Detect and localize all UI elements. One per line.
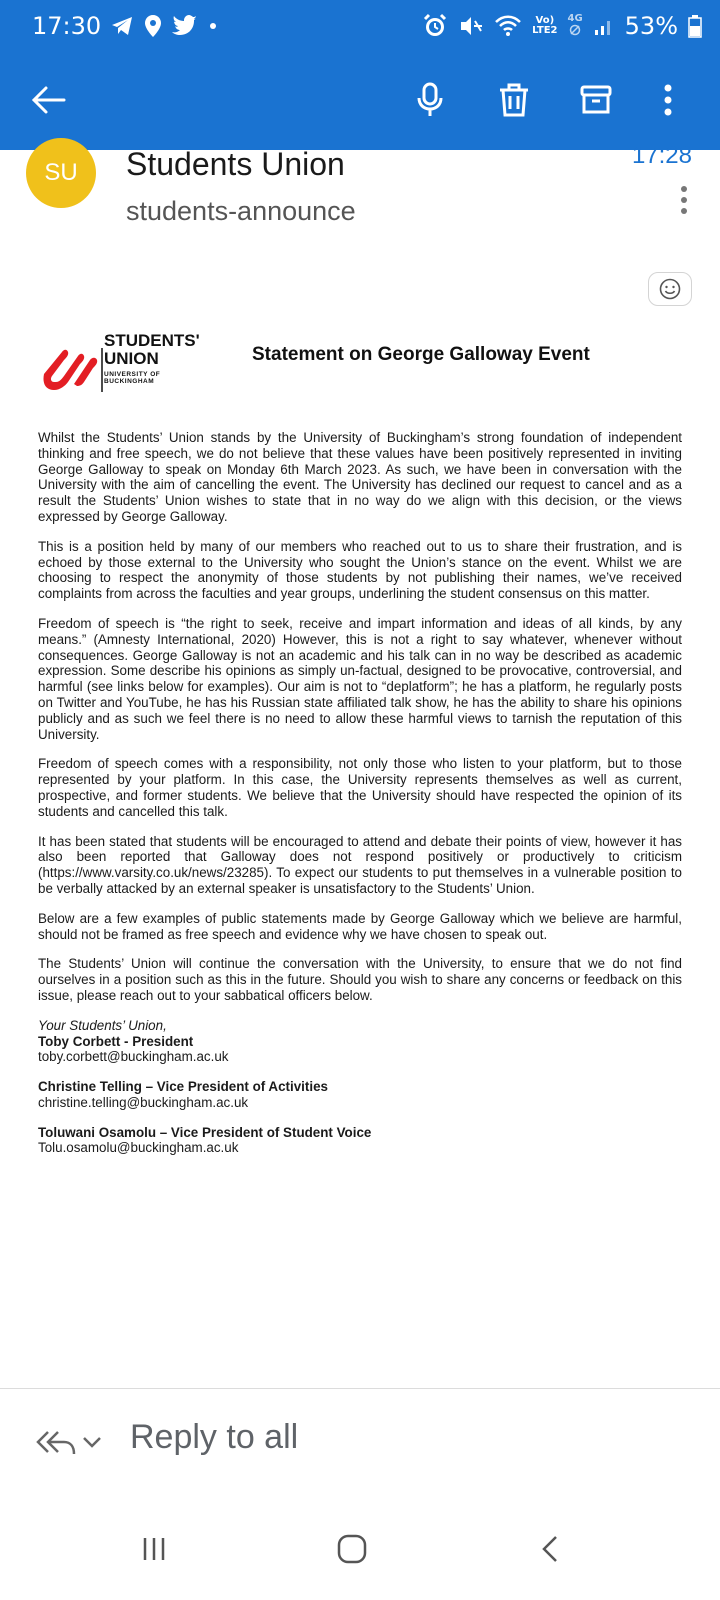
sender-list: students-announce [126,196,356,226]
reply-all-icon [36,1428,76,1456]
signal-icon [593,15,615,37]
dot-icon [208,21,218,31]
signatory-email: toby.corbett@buckingham.ac.uk [38,1049,229,1065]
avatar-initials: SU [44,159,78,186]
telegram-icon [110,15,134,37]
volte-label: Vo) [535,15,555,26]
reaction-button[interactable] [648,272,692,306]
reply-mode-button[interactable] [36,1424,106,1460]
system-nav-bar [0,1500,720,1600]
wifi-icon [494,14,522,38]
logo-line1: STUDENTS' [104,331,200,350]
signatory-name: Toluwani Osamolu – Vice President of Student Voice [38,1124,372,1140]
mute-icon [458,13,484,39]
home-icon [336,1533,368,1565]
signatory-name: Christine Telling – Vice President of Activities [38,1079,328,1095]
battery-icon [688,14,702,38]
dictate-button[interactable] [406,76,454,124]
microphone-icon [415,82,445,118]
more-vertical-icon [663,83,673,117]
archive-button[interactable] [572,76,620,124]
signature-block [38,1018,682,1157]
location-icon [144,14,162,38]
reply-divider [0,1388,720,1389]
signatory-name: Toby Corbett - President [38,1033,194,1049]
sender-name[interactable]: Students Union [126,146,345,182]
document-title: Statement on George Galloway Event [252,344,590,365]
arrow-left-icon [30,85,66,115]
document-body [38,430,682,1170]
more-vertical-icon [672,184,696,218]
paragraph: It has been stated that students will be encouraged to attend and debate their points of view, however it has also been reported that Galloway does not respond positively or productively to criticism (https://www.varsity.co.uk/news/23285). To expect our students to put themselves in a vulnerable position to be verbally attacked by an external speaker is unsatisfactory to the Students’ Union. [38,833,682,896]
status-bar [0,0,720,54]
paragraph: This is a position held by many of our members who reached out to us to share their frustration, and is echoed by those external to the University who sought the Union’s stance on the event. Whilst we are choosing to respect the anonymity of those students by not publishing their names, we’ve received complaints from across the faculties and year groups, underlining the student consensus on this matter. [38,538,682,602]
delete-button[interactable] [490,76,538,124]
signatory-email: Tolu.osamolu@buckingham.ac.uk [38,1140,239,1156]
archive-icon [580,84,612,116]
twitter-icon [172,15,198,37]
home-button[interactable] [322,1526,382,1572]
app-header [0,0,720,150]
logo-line2: UNION [104,349,159,368]
paragraph: Whilst the Students’ Union stands by the University of Buckingham’s strong foundation of independent thinking and free speech, we do not believe that these values have been positively represented in inviting George Galloway to speak on Monday 6th March 2023. As such, we have been in conversation with the University with the aim of cancelling the event. The University has declined our request to cancel and as a result the Students’ Union wishes to state that in no way do we align with this decision, or the views expressed by George Galloway. [38,430,682,524]
status-time: 17:30 [32,12,102,40]
back-button[interactable] [24,76,72,124]
trash-icon [497,82,531,118]
reply-all-button[interactable]: Reply to all [130,1418,299,1456]
message-more-button[interactable] [672,184,696,218]
statement-document [0,316,720,1386]
paragraph: Freedom of speech comes with a responsibility, not only those who listen to your platform, but to those represented by your platform. In this case, the University represents themselves as well as current, prospective, and former students. We believe that the University should have respected the opinion of its students and cancelled this talk. [38,756,682,819]
alarm-icon [422,13,448,39]
recents-button[interactable] [124,1526,184,1572]
paragraph: Freedom of speech is “the right to seek, receive and impart information and ideas of all kinds, by any means.” (Amnesty International, 2020) However, this is not a right to say whatever, whenever without consequences. George Galloway is not an academic and his talk can in no way be described as academic expression. Some describe his opinions as simply un-factual, designed to be provocative, controversial, and harmful (see links below for examples). Our aim is not to “deplatform”; he has a platform, he regularly posts on Twitter and YouTube, he has his Russian state affiliated talk show, he has the ability to share his opinions publicly and as such we feel there is no need to allow these harmful views to tarnish the reputation of this University. [38,615,682,742]
paragraph: The Students’ Union will continue the conversation with the University, to ensure that we do not find ourselves in a position such as this in the future. Should you wish to share any concerns or feedback on this issue, please reach out to your sabbatical officers below. [38,956,682,1003]
more-options-button[interactable] [644,76,692,124]
signoff: Your Students’ Union, [38,1017,167,1033]
battery-percent: 53% [624,12,678,40]
signatory-email: christine.telling@buckingham.ac.uk [38,1094,249,1110]
logo-line3: UNIVERSITY OF BUCKINGHAM [104,371,161,385]
smiley-icon [658,277,682,301]
nav-back-button[interactable] [520,1526,580,1572]
back-icon [539,1534,561,1564]
recents-icon [139,1535,169,1563]
message-time: 17:28 [631,142,692,169]
chevron-down-icon [82,1435,102,1449]
paragraph: Below are a few examples of public statements made by George Galloway which we believe are harmful, should not be framed as free speech and evidence why we have chosen to speak out. [38,910,682,942]
lte-label: LTE2 [532,25,558,36]
no-data-icon [569,24,581,36]
net-type-label: 4G [567,12,583,24]
avatar[interactable] [26,138,96,208]
